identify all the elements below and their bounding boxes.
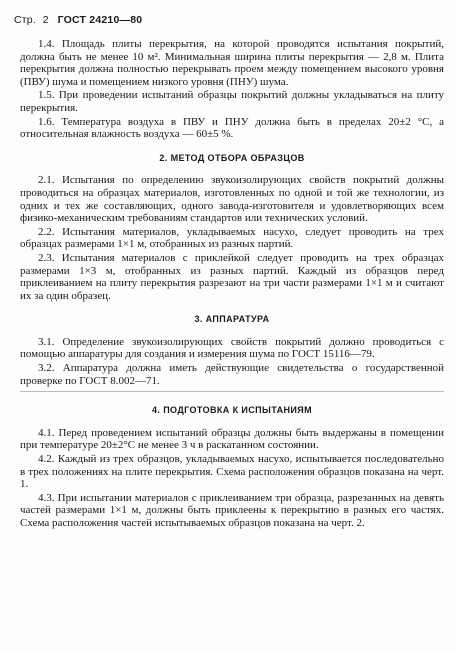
paragraph-4-3: 4.3. При испытании материалов с приклеиванием три образца, разрезанных на девять частей размерами 1×1 м, должны быть приклеены к перекрытию в разных его частях. Схема расположения частей испытываемых образцов показана на черт. 2.: [20, 491, 444, 529]
page-header: [14, 14, 142, 26]
document-body: [20, 38, 444, 531]
section-title-4: 4. ПОДГОТОВКА К ИСПЫТАНИЯМ: [151, 405, 313, 416]
paragraph-1-5: 1.5. При проведении испытаний образцы покрытий должны укладываться на плиту перекрытия.: [20, 89, 444, 114]
paragraph-3-2: 3.2. Аппаратура должна иметь действующие свидетельства о государственной проверке по ГОСТ 8.002—71.: [20, 362, 444, 392]
section-title-2: 2. МЕТОД ОТБОРА ОБРАЗЦОВ: [159, 152, 305, 163]
page-number: 2: [42, 14, 49, 26]
paragraph-2-2: 2.2. Испытания материалов, укладываемых насухо, следует проводить на трех образцах размерами 1×1 м, отобранных из разных партий.: [20, 225, 444, 251]
paragraph-4-2: 4.2. Каждый из трех образцов, укладываемых насухо, испытывается последовательно в трех положениях на плите перекрытия. Схема расположения образцов показана на черт. 1.: [20, 453, 444, 491]
paragraph-1-4: 1.4. Площадь плиты перекрытия, на которой проводятся испытания покрытий, должна быть не менее 10 м². Минимальная ширина плиты перекрытия — 2,8 м. Плита перекрытия должна полностью перекрывать проем между помещением высокого уровня (ПВУ) шума и помещением низкого уровня (ПНУ) шума.: [20, 38, 444, 88]
paragraph-2-3: 2.3. Испытания материалов с приклейкой следует проводить на трех образцах размерами 1×3 м, отобранных из разных партий. Каждый из образцов перед приклеиванием на плиту перекрытия разрезают на три части размерами 1×1 м и считают их за один образец.: [20, 251, 444, 302]
section-title-3: 3. АППАРАТУРА: [194, 314, 270, 325]
paragraph-2-1: 2.1. Испытания по определению звукоизолирующих свойств покрытий должны проводиться на образцах материалов, изготовленных по одной и той же технологии, из одних и тех же составляющих, одного завода-изготовителя и удовлетворяющих всем физико-механическим требованиям стандартов или технических условий.: [20, 174, 444, 225]
paragraph-1-6: 1.6. Температура воздуха в ПВУ и ПНУ должна быть в пределах 20±2 °С, а относительная влажность воздуха — 60±5 %.: [20, 115, 444, 141]
paragraph-4-1: 4.1. Перед проведением испытаний образцы должны быть выдержаны в помещении при температуре 20±2°С не менее 3 ч в раскатанном состоянии.: [20, 426, 444, 452]
paragraph-3-1: 3.1. Определение звукоизолирующих свойств покрытий должно проводиться с помощью аппаратуры для создания и измерения шума по ГОСТ 15116—79.: [20, 335, 444, 361]
page-label: Стр.: [14, 14, 36, 26]
standard-code: ГОСТ 24210—80: [57, 14, 143, 26]
